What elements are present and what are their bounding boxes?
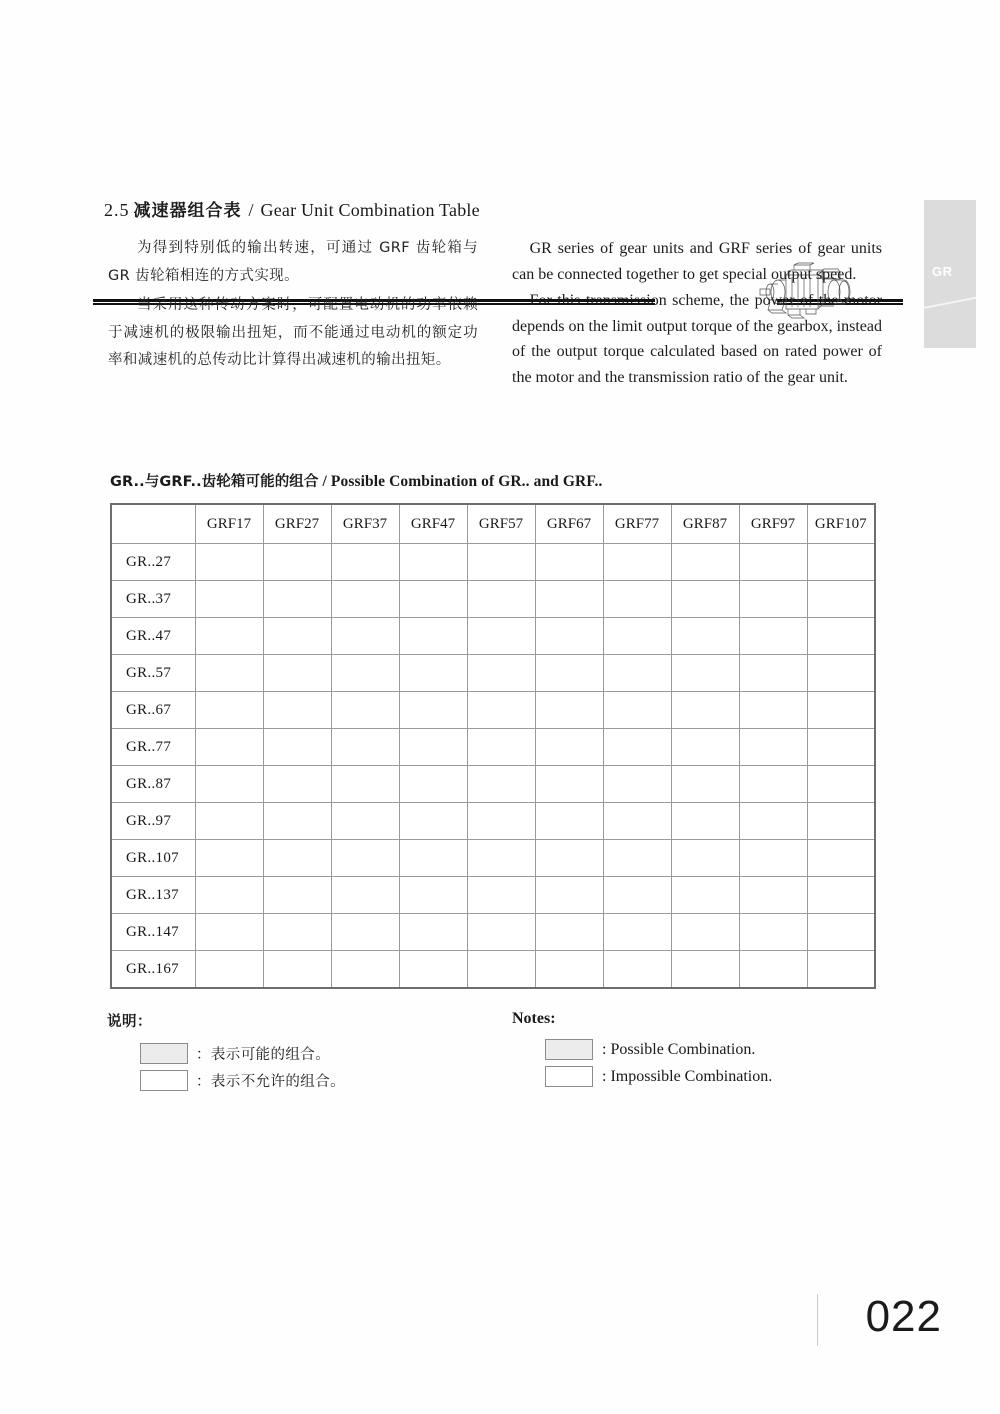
table-cell-impossible <box>603 544 671 581</box>
table-cell-impossible <box>195 951 263 989</box>
table-cell-impossible <box>331 840 399 877</box>
table-cell-impossible <box>535 914 603 951</box>
table-cell-impossible <box>195 618 263 655</box>
table-caption-separator: / <box>322 473 327 490</box>
table-row-header: GR..67 <box>111 692 195 729</box>
table-cell-impossible <box>535 951 603 989</box>
section-title-cn: 减速器组合表 <box>133 201 242 221</box>
legend-title-cn: 说明： <box>107 1014 152 1030</box>
table-cell-impossible <box>195 877 263 914</box>
table-cell-possible <box>467 803 535 840</box>
table-row <box>111 951 875 989</box>
paragraph-en-1: GR series of gear units and GRF series of gear units can be connected together to get special output speed. <box>512 240 882 283</box>
table-column-header: GRF57 <box>467 504 535 544</box>
table-row-header: GR..77 <box>111 729 195 766</box>
table-cell-impossible <box>399 729 467 766</box>
table-row <box>111 618 875 655</box>
table-cell-impossible <box>603 803 671 840</box>
table-column-header: GRF77 <box>603 504 671 544</box>
table-cell-impossible <box>807 544 875 581</box>
side-tab-label: GR <box>932 264 953 279</box>
table-caption-en: Possible Combination of GR.. and GRF.. <box>330 473 603 490</box>
table-body <box>111 544 875 989</box>
table-column-header: GRF97 <box>739 504 807 544</box>
table-cell-possible <box>331 692 399 729</box>
table-cell-impossible <box>263 766 331 803</box>
table-cell-impossible <box>263 951 331 989</box>
table-cell-impossible <box>467 692 535 729</box>
table-cell-possible <box>467 766 535 803</box>
table-cell-impossible <box>535 581 603 618</box>
combination-table <box>110 503 876 989</box>
table-cell-impossible <box>671 618 739 655</box>
table-cell-impossible <box>739 618 807 655</box>
table-column-header: GRF27 <box>263 504 331 544</box>
table-header-row-group <box>111 504 875 544</box>
table-cell-impossible <box>535 766 603 803</box>
table-cell-impossible <box>399 544 467 581</box>
table-cell-impossible <box>399 655 467 692</box>
table-cell-impossible <box>399 951 467 989</box>
side-tab-slash-decoration <box>924 293 976 310</box>
page-number: 022 <box>865 1292 942 1341</box>
table-cell-impossible <box>535 692 603 729</box>
table-column-header: GRF17 <box>195 504 263 544</box>
table-column-header: GRF37 <box>331 504 399 544</box>
table-cell-impossible <box>195 692 263 729</box>
table-cell-impossible <box>399 840 467 877</box>
table-cell-impossible <box>603 581 671 618</box>
body-column-chinese <box>108 235 478 377</box>
table-cell-impossible <box>263 729 331 766</box>
combination-table-container <box>110 503 870 989</box>
table-row <box>111 581 875 618</box>
table-cell-impossible <box>671 729 739 766</box>
table-cell-impossible <box>535 840 603 877</box>
table-cell-possible <box>331 655 399 692</box>
table-cell-impossible <box>467 729 535 766</box>
table-cell-impossible <box>195 766 263 803</box>
table-cell-impossible <box>467 655 535 692</box>
table-cell-impossible <box>263 618 331 655</box>
body-column-english <box>512 236 882 391</box>
table-cell-impossible <box>739 581 807 618</box>
legend-label-impossible-en: : Impossible Combination. <box>602 1067 773 1085</box>
table-cell-impossible <box>399 692 467 729</box>
legend-swatch-impossible-cn <box>140 1070 188 1091</box>
table-cell-impossible <box>263 877 331 914</box>
table-caption-cn: GR..与GRF..齿轮箱可能的组合 <box>110 474 319 490</box>
legend-chinese <box>107 1010 487 1094</box>
table-cell-impossible <box>535 618 603 655</box>
paragraph-cn-1: 为得到特别低的输出转速，可通过 GRF 齿轮箱与 GR 齿轮箱相连的方式实现。 <box>108 240 478 284</box>
table-cell-impossible <box>603 951 671 989</box>
table-row <box>111 692 875 729</box>
table-cell-impossible <box>807 655 875 692</box>
table-cell-impossible <box>603 729 671 766</box>
table-cell-possible <box>739 951 807 989</box>
table-row <box>111 840 875 877</box>
table-cell-possible <box>331 618 399 655</box>
table-cell-impossible <box>195 655 263 692</box>
table-cell-impossible <box>671 544 739 581</box>
table-row-header: GR..167 <box>111 951 195 989</box>
section-number: 2.5 <box>104 200 130 220</box>
table-cell-impossible <box>671 692 739 729</box>
table-cell-impossible <box>807 840 875 877</box>
table-header-row <box>111 504 875 544</box>
table-cell-impossible <box>195 729 263 766</box>
table-cell-impossible <box>739 655 807 692</box>
table-cell-impossible <box>603 618 671 655</box>
legend-label-possible-en: : Possible Combination. <box>602 1040 756 1058</box>
table-cell-impossible <box>671 840 739 877</box>
table-cell-impossible <box>263 581 331 618</box>
table-cell-impossible <box>671 581 739 618</box>
table-row <box>111 544 875 581</box>
table-cell-impossible <box>467 951 535 989</box>
table-cell-impossible <box>535 877 603 914</box>
table-cell-impossible <box>399 877 467 914</box>
section-title-separator: / <box>248 200 254 220</box>
table-cell-impossible <box>671 951 739 989</box>
table-cell-impossible <box>807 618 875 655</box>
legend-swatch-possible-cn <box>140 1043 188 1064</box>
table-cell-impossible <box>399 803 467 840</box>
table-cell-impossible <box>671 803 739 840</box>
table-cell-impossible <box>263 803 331 840</box>
legend-swatch-possible-en <box>545 1039 593 1060</box>
table-caption <box>110 470 602 491</box>
legend-row-possible-en <box>512 1036 892 1063</box>
table-cell-impossible <box>739 877 807 914</box>
page-number-divider <box>817 1294 818 1346</box>
table-column-header: GRF107 <box>807 504 875 544</box>
table-row-header: GR..37 <box>111 581 195 618</box>
table-cell-impossible <box>331 914 399 951</box>
table-cell-impossible <box>535 544 603 581</box>
table-cell-possible <box>603 914 671 951</box>
table-row <box>111 766 875 803</box>
legend-row-possible-cn <box>107 1040 487 1067</box>
table-cell-impossible <box>399 618 467 655</box>
table-cell-impossible <box>263 655 331 692</box>
table-cell-impossible <box>807 692 875 729</box>
table-row-header: GR..107 <box>111 840 195 877</box>
table-cell-impossible <box>263 914 331 951</box>
table-cell-impossible <box>195 914 263 951</box>
table-cell-impossible <box>807 581 875 618</box>
table-cell-impossible <box>807 729 875 766</box>
table-cell-impossible <box>331 766 399 803</box>
table-cell-impossible <box>263 840 331 877</box>
table-column-header: GRF67 <box>535 504 603 544</box>
table-cell-impossible <box>603 655 671 692</box>
table-cell-impossible <box>535 803 603 840</box>
table-cell-impossible <box>807 914 875 951</box>
table-cell-impossible <box>739 766 807 803</box>
legend-swatch-impossible-en <box>545 1066 593 1087</box>
table-cell-impossible <box>739 840 807 877</box>
table-cell-impossible <box>195 803 263 840</box>
table-cell-impossible <box>739 544 807 581</box>
table-cell-impossible <box>807 803 875 840</box>
table-cell-possible <box>603 877 671 914</box>
table-row <box>111 877 875 914</box>
table-cell-impossible <box>263 544 331 581</box>
table-row <box>111 729 875 766</box>
table-row-header: GR..147 <box>111 914 195 951</box>
table-cell-impossible <box>467 581 535 618</box>
table-cell-possible <box>195 544 263 581</box>
table-cell-impossible <box>671 766 739 803</box>
table-row <box>111 655 875 692</box>
legend-row-impossible-en <box>512 1063 892 1090</box>
paragraph-en-2: For this transmission scheme, the power of the motor depends on the limit output torque of the gearbox, instead of the output torque calculated based on rated power of the motor and the transmission ratio of the gear unit. <box>512 292 882 386</box>
table-row-header: GR..27 <box>111 544 195 581</box>
table-cell-impossible <box>399 766 467 803</box>
table-row <box>111 914 875 951</box>
table-cell-impossible <box>331 951 399 989</box>
table-row-header: GR..57 <box>111 655 195 692</box>
table-cell-impossible <box>603 766 671 803</box>
table-cell-impossible <box>467 914 535 951</box>
table-cell-impossible <box>535 729 603 766</box>
table-row <box>111 803 875 840</box>
table-cell-impossible <box>739 914 807 951</box>
table-row-header: GR..87 <box>111 766 195 803</box>
table-cell-impossible <box>535 655 603 692</box>
section-title-en: Gear Unit Combination Table <box>260 200 480 220</box>
section-heading <box>104 196 480 221</box>
table-cell-possible <box>671 914 739 951</box>
table-cell-impossible <box>807 766 875 803</box>
legend-english <box>512 1010 892 1090</box>
table-cell-impossible <box>399 581 467 618</box>
table-cell-impossible <box>671 655 739 692</box>
table-cell-impossible <box>603 692 671 729</box>
table-cell-impossible <box>671 877 739 914</box>
table-cell-impossible <box>331 803 399 840</box>
legend-row-impossible-cn <box>107 1067 487 1094</box>
table-cell-impossible <box>739 692 807 729</box>
table-cell-impossible <box>399 914 467 951</box>
table-cell-possible <box>807 951 875 989</box>
table-cell-impossible <box>739 803 807 840</box>
legend-title-en: Notes: <box>512 1010 556 1027</box>
table-cell-possible <box>195 581 263 618</box>
table-row-header: GR..137 <box>111 877 195 914</box>
table-cell-impossible <box>331 544 399 581</box>
table-cell-impossible <box>331 581 399 618</box>
table-cell-impossible <box>467 840 535 877</box>
table-cell-impossible <box>739 729 807 766</box>
legend-label-impossible-cn: ：表示不允许的组合。 <box>196 1074 345 1090</box>
table-column-header: GRF87 <box>671 504 739 544</box>
table-cell-impossible <box>331 877 399 914</box>
table-cell-impossible <box>467 618 535 655</box>
table-column-header: GRF47 <box>399 504 467 544</box>
table-row-header: GR..47 <box>111 618 195 655</box>
side-index-tab <box>924 200 976 348</box>
legend-label-possible-cn: ：表示可能的组合。 <box>196 1047 331 1063</box>
table-row-header: GR..97 <box>111 803 195 840</box>
table-cell-impossible <box>807 877 875 914</box>
table-cell-possible <box>331 729 399 766</box>
table-cell-impossible <box>467 877 535 914</box>
table-cell-impossible <box>467 544 535 581</box>
paragraph-cn-2: 当采用这种传动方案时，可配置电动机的功率依赖于减速机的极限输出扭矩，而不能通过电动机的额定功率和减速机的总传动比计算得出减速机的输出扭矩。 <box>108 297 478 368</box>
table-cell-impossible <box>263 692 331 729</box>
table-cell-possible <box>603 840 671 877</box>
table-corner-cell <box>111 504 195 544</box>
table-cell-impossible <box>195 840 263 877</box>
page-header <box>0 130 1000 190</box>
